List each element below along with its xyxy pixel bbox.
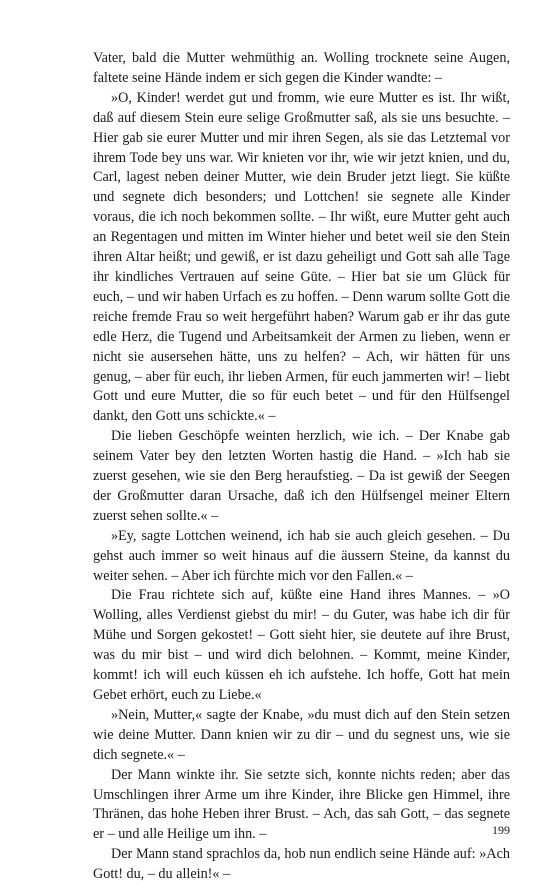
paragraph: »Nein, Mutter,« sagte der Knabe, »du must dich auf den Stein setzen wie deine Mutter. Dann knien wir zu dir – und du segnest uns, wie sie dich segnete.« – bbox=[93, 706, 510, 763]
paragraph: Die lieben Geschöpfe weinten herzlich, wie ich. – Der Knabe gab seinem Vater bey den letzten Worten hastig die Hand. – »Ich hab sie zuerst gesehen, wie sie den Berg heraufstieg. – Da ist gewiß der Seegen der Großmutter daran Ursache, daß ich den Hülfsengel meiner Eltern zuerst sehen sollte.« – bbox=[93, 428, 510, 524]
paragraph: Vater, bald die Mutter wehmüthig an. Wolling trocknete seine Augen, faltete seine Hände indem er sich gegen die Kinder wandte: – bbox=[93, 50, 510, 86]
paragraph: »Ey, sagte Lottchen weinend, ich hab sie auch gleich gesehen. – Du gehst auch immer so weit hinaus auf die äussern Steine, da kannst du weiter sehen. – Aber ich fürchte mich vor den Fallen.« – bbox=[93, 527, 510, 584]
paragraph: »O, Kinder! werdet gut und fromm, wie eure Mutter es ist. Ihr wißt, daß auf diesem Stein eure selige Großmutter saß, als sie uns besuchte. – Hier gab sie eurer Mutter und mir ihren Segen, als sie das Letztemal vor ihrem Tode bey uns war. Wir knieten vor ihr, wie wir jetzt knien, und du, Carl, lagest neben deiner Mutter, wie dein Bruder jetzt liegt. Sie küßte und segnete dich besonders; und Lottchen! sie segnete alle Kinder voraus, die ich noch bekommen sollte. – Ihr wißt, eure Mutter geht auch an Regentagen und mitten im Winter hieher und betet weil sie den Stein ihren Altar heißt; und gewiß, er ist dazu geheiligt und Gott sah alle Tage ihr kindliches Vertrauen auf seine Güte. – Hier bat sie um Glück für euch, – und wir haben Urfach es zu hoffen. – Denn warum sollte Gott die reiche fremde Frau so weit hergeführt haben? Warum gab er ihr das gute edle Herz, die Tugend und Arbeitsamkeit der Armen zu lieben, wenn er nicht sie ausersehen hätte, uns zu helfen? – Ach, wir hätten für uns genug, – aber für euch, ihr lieben Armen, für euch jammerten wir! – liebt Gott und eure Mutter, die so für euch betet – und für den Hülfsengel dankt, den Gott uns schickte.« – bbox=[93, 89, 510, 425]
body-text bbox=[93, 49, 510, 885]
page-number: 199 bbox=[492, 823, 510, 837]
paragraph: Der Mann stand sprachlos da, hob nun endlich seine Hände auf: »Ach Gott! du, – du allein!« – bbox=[93, 846, 510, 883]
paragraph: Die Frau richtete sich auf, küßte eine Hand ihres Mannes. – »O Wolling, alles Verdienst giebst du mir! – du Guter, was habe ich dir für Mühe und Sorgen gekostet! – Gott sieht hier, sie deutete auf ihre Brust, was du mir bist – und wird dich belohnen. – Kommt, meine Kinder, kommt! ich will euch küssen eh ich aufstehe. Ich hoffe, Gott hat mein Gebet erhört, euch zu Liebe.« bbox=[93, 587, 510, 703]
paragraph: Der Mann winkte ihr. Sie setzte sich, konnte nichts reden; aber das Umschlingen ihrer Arme um ihre Kinder, ihre Blicke gen Himmel, ihre Thränen, das hohe Heben ihrer Brust. – Ach, das sah Gott, – das segnete er – und alle Heilige um ihn. – bbox=[93, 766, 510, 843]
